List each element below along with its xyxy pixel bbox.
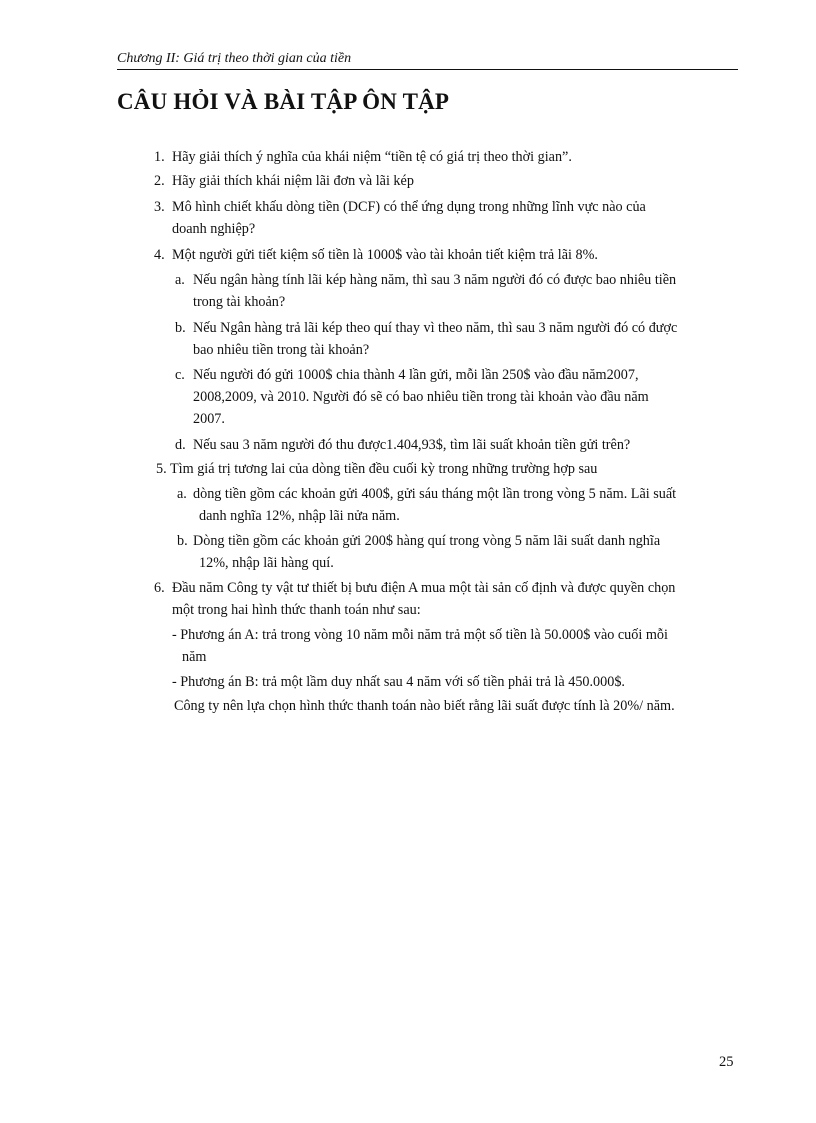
question-number: 4. [154, 247, 165, 263]
sub-text: danh nghĩa 12%, nhập lãi nửa năm. [199, 508, 400, 524]
sub-label: b. [175, 320, 186, 336]
sub-label: b. [177, 533, 188, 549]
sub-label: d. [175, 437, 186, 453]
chapter-header: Chương II: Giá trị theo thời gian của tiền [117, 50, 738, 70]
option-text: - Phương án A: trả trong vòng 10 năm mỗi năm trả một số tiền là 50.000$ vào cuối mỗi [172, 627, 668, 643]
question-text: doanh nghiệp? [172, 221, 256, 237]
sub-label: a. [175, 272, 185, 288]
question-number: 1. [154, 149, 165, 165]
sub-text: Nếu Ngân hàng trả lãi kép theo quí thay vì theo năm, thì sau 3 năm người đó có được [193, 320, 678, 336]
question-text: Mô hình chiết khấu dòng tiền (DCF) có thể ứng dụng trong những lĩnh vực nào của [172, 199, 646, 215]
question-text: Một người gửi tiết kiệm số tiền là 1000$ vào tài khoản tiết kiệm trả lãi 8%. [172, 247, 598, 263]
question-number: 2. [154, 173, 165, 189]
option-text: năm [182, 649, 207, 665]
option-b [172, 672, 740, 694]
sub-text: trong tài khoản? [193, 294, 286, 310]
sub-text: dòng tiền gồm các khoản gửi 400$, gửi sáu tháng một lần trong vòng 5 năm. Lãi suất [193, 486, 677, 502]
question-text: Hãy giải thích ý nghĩa của khái niệm “tiền tệ có giá trị theo thời gian”. [172, 149, 572, 165]
sub-text: Nếu ngân hàng tính lãi kép hàng năm, thì sau 3 năm người đó có được bao nhiêu tiền [193, 272, 677, 288]
sub-text: Nếu sau 3 năm người đó thu được1.404,93$, tìm lãi suất khoản tiền gửi trên? [193, 437, 631, 453]
page-title: CÂU HỎI VÀ BÀI TẬP ÔN TẬP [117, 89, 450, 114]
sub-text: 2007. [193, 411, 225, 427]
question-text: một trong hai hình thức thanh toán như sau: [172, 602, 421, 618]
question-6-conclusion [174, 696, 740, 718]
sub-label: a. [177, 486, 187, 502]
sub-text: Dòng tiền gồm các khoản gửi 200$ hàng quí trong vòng 5 năm lãi suất danh nghĩa [193, 533, 661, 549]
question-number: 6. [154, 580, 165, 596]
sub-label: c. [175, 367, 185, 383]
sub-text: Nếu người đó gửi 1000$ chia thành 4 lần gửi, mỗi lần 250$ vào đầu năm2007, [193, 367, 639, 383]
question-text: Tìm giá trị tương lai của dòng tiền đều cuối kỳ trong những trường hợp sau [170, 461, 598, 477]
option-text: - Phương án B: trả một lầm duy nhất sau 4 năm với số tiền phải trả là 450.000$. [172, 674, 625, 690]
question-number: 5. [156, 461, 167, 477]
question-text: Đầu năm Công ty vật tư thiết bị bưu điện A mua một tài sản cố định và được quyền chọn [172, 580, 676, 596]
sub-text: 2008,2009, và 2010. Người đó sẽ có bao nhiêu tiền trong tài khoản vào đầu năm [193, 389, 649, 405]
sub-text: 12%, nhập lãi hàng quí. [199, 555, 334, 571]
option-a [172, 625, 740, 647]
question-text: Hãy giải thích khái niệm lãi đơn và lãi kép [172, 173, 414, 189]
page-number: 25 [719, 1054, 734, 1070]
question-number: 3. [154, 199, 165, 215]
sub-text: bao nhiêu tiền trong tài khoản? [193, 342, 370, 358]
conclusion-text: Công ty nên lựa chọn hình thức thanh toán nào biết rằng lãi suất được tính là 20%/ năm. [174, 698, 675, 714]
